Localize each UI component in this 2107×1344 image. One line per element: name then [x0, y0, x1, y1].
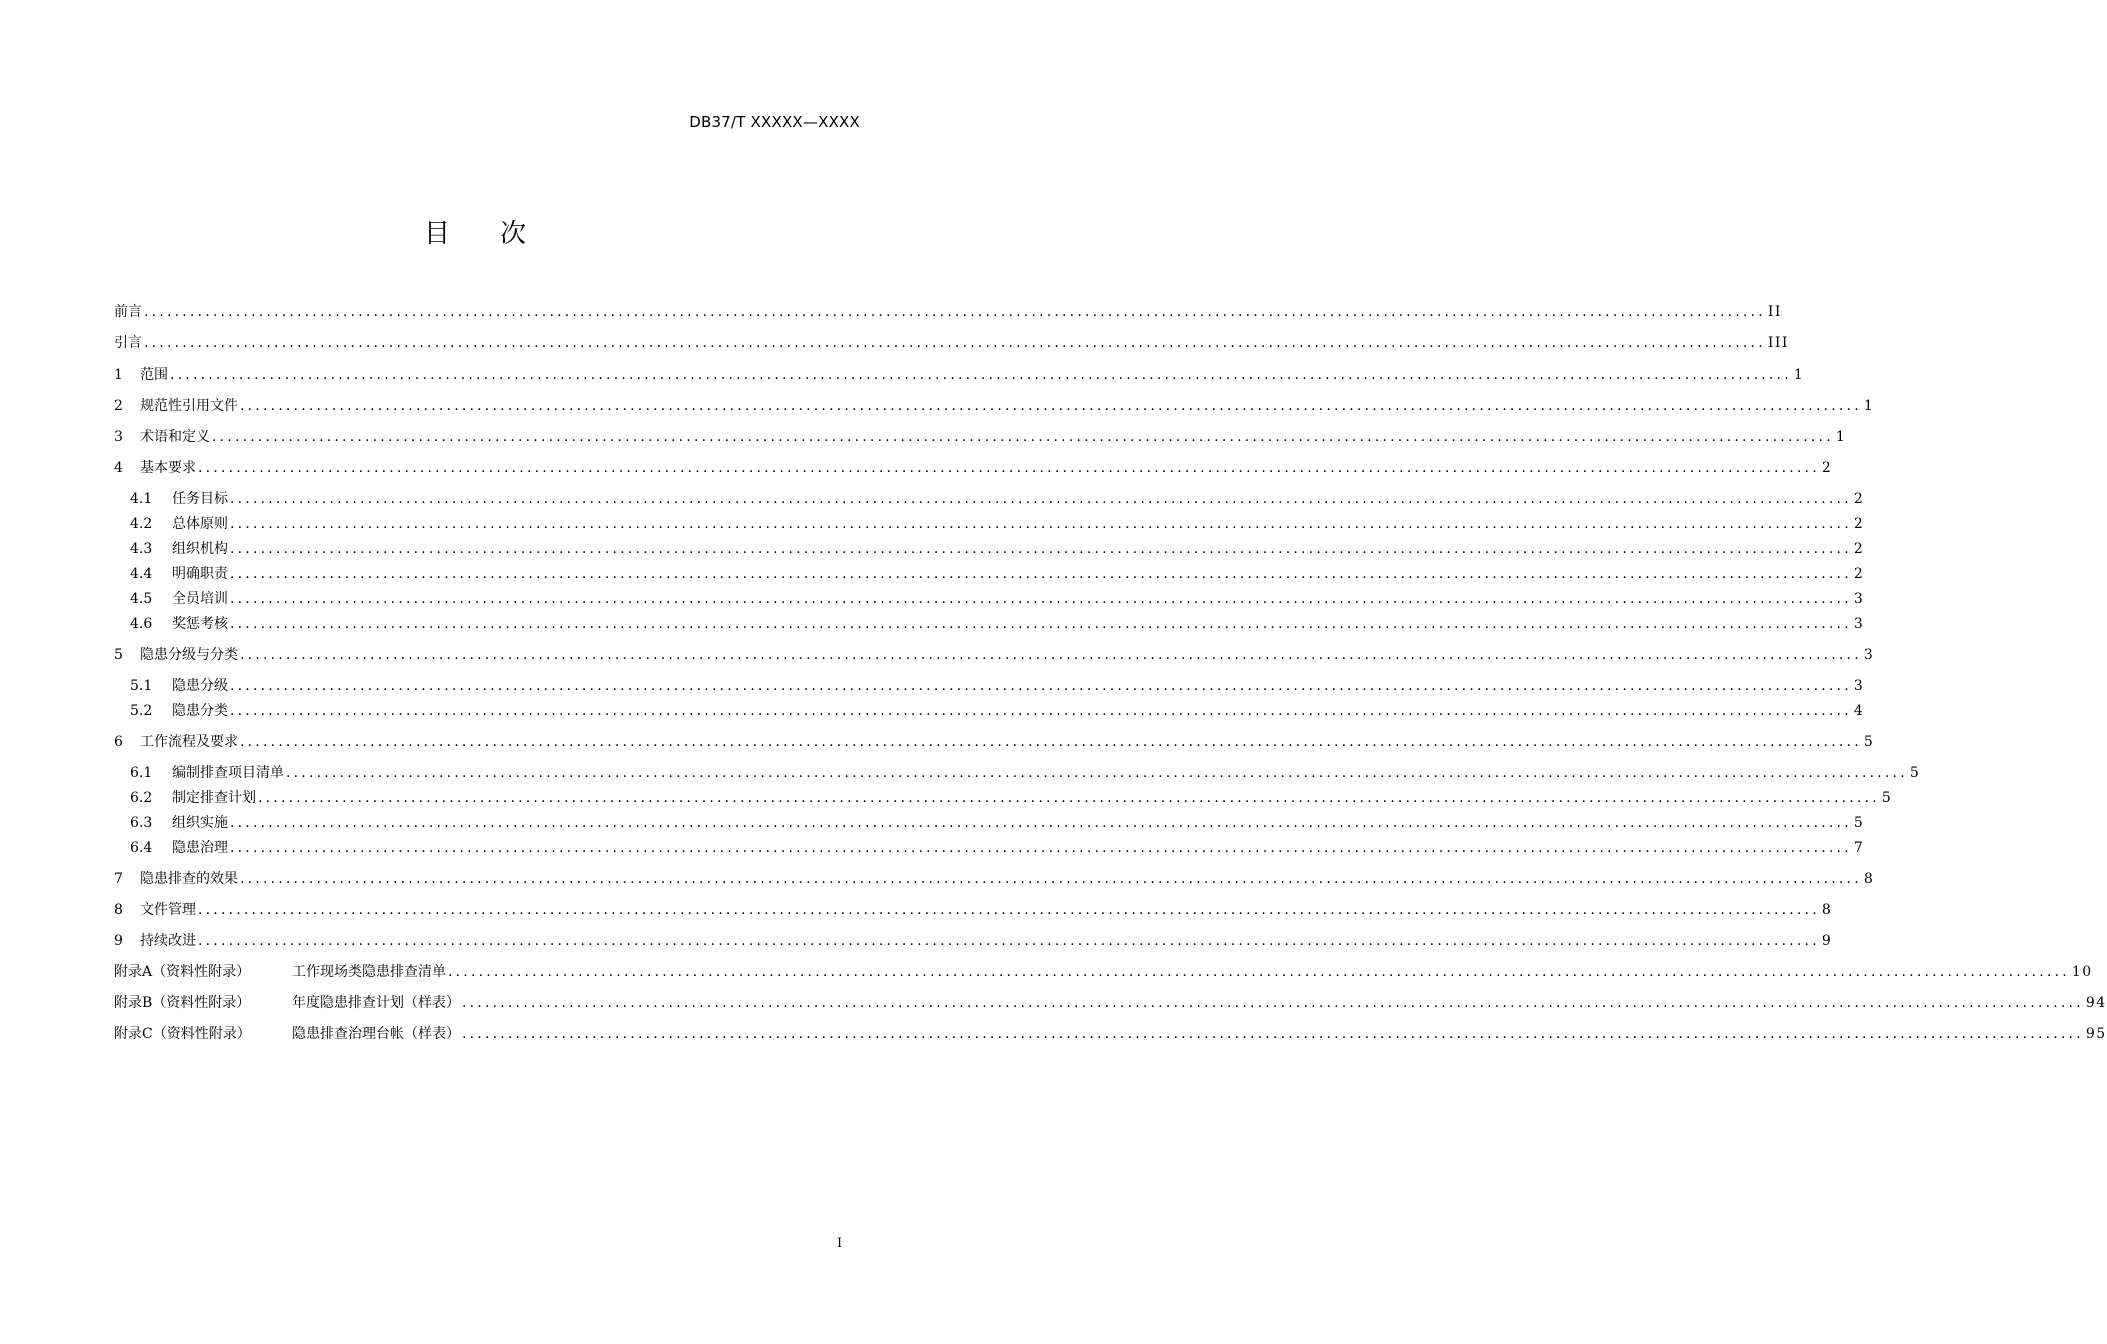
toc-entry-introduction[interactable]: [114, 333, 1789, 353]
toc-entry-page: 3: [1853, 616, 1865, 632]
toc-entry-page: 9: [1821, 933, 1833, 949]
toc-entry-annex-prefix: 附录B（资料性附录）: [114, 995, 251, 1011]
toc-entry-page: 5: [1909, 765, 1921, 781]
toc-entry-title: 隐患治理: [172, 840, 228, 856]
toc-entry-number: 6.3: [130, 815, 153, 831]
toc-entry-page: 2: [1821, 460, 1833, 476]
toc-entry-section-6-4[interactable]: [130, 838, 1865, 858]
toc-entry-number: 4: [114, 460, 123, 476]
toc-entry-section-6[interactable]: [114, 732, 1875, 752]
toc-entry-annex-b[interactable]: [114, 993, 2107, 1013]
toc-entry-section-7[interactable]: [114, 869, 1875, 889]
toc-leader-dots: ....................................................................................................................................................................................................................: [230, 703, 1852, 719]
toc-leader-dots: ....................................................................................................................................................................................................................: [212, 429, 1834, 445]
toc-entry-number: 2: [114, 398, 123, 414]
toc-entry-page: 1: [1863, 398, 1875, 414]
toc-leader-dots: ....................................................................................................................................................................................................................: [462, 1026, 2084, 1042]
toc-entry-title: 前言: [114, 304, 142, 320]
toc-entry-title: 引言: [114, 335, 142, 351]
toc-leader-dots: ....................................................................................................................................................................................................................: [144, 304, 1766, 320]
toc-heading-second-char: 次: [500, 219, 527, 249]
toc-entry-number: 8: [114, 902, 123, 918]
toc-entry-page: 10: [2071, 964, 2093, 980]
toc-entry-page: 5: [1881, 790, 1893, 806]
toc-entry-annex-a[interactable]: [114, 962, 2093, 982]
toc-entry-number: 5.2: [130, 703, 153, 719]
toc-entry-number: 7: [114, 871, 123, 887]
toc-leader-dots: ....................................................................................................................................................................................................................: [230, 566, 1852, 582]
toc-entry-annex-prefix: 附录A（资料性附录）: [114, 964, 251, 980]
toc-entry-number: 6: [114, 734, 123, 750]
toc-entry-page: 8: [1863, 871, 1875, 887]
toc-leader-dots: ....................................................................................................................................................................................................................: [198, 460, 1820, 476]
toc-entry-page: 2: [1853, 541, 1865, 557]
toc-entry-title: 年度隐患排查计划（样表）: [292, 995, 460, 1011]
toc-entry-title: 制定排查计划: [172, 790, 256, 806]
toc-entry-section-5-1[interactable]: [130, 676, 1865, 696]
toc-entry-foreword[interactable]: [114, 302, 1782, 322]
toc-entry-section-4-4[interactable]: [130, 564, 1865, 584]
toc-entry-title: 组织实施: [172, 815, 228, 831]
toc-entry-number: 4.6: [130, 616, 153, 632]
toc-entry-title: 规范性引用文件: [140, 398, 238, 414]
toc-leader-dots: ....................................................................................................................................................................................................................: [230, 840, 1852, 856]
toc-heading-first-char: 目: [423, 219, 450, 249]
toc-entry-title: 范围: [140, 367, 168, 383]
toc-entry-section-6-1[interactable]: [130, 763, 1921, 783]
toc-entry-section-6-2[interactable]: [130, 788, 1893, 808]
toc-leader-dots: ....................................................................................................................................................................................................................: [198, 933, 1820, 949]
toc-entry-annex-c[interactable]: [114, 1024, 2107, 1044]
toc-leader-dots: ....................................................................................................................................................................................................................: [230, 516, 1852, 532]
toc-leader-dots: ....................................................................................................................................................................................................................: [230, 815, 1852, 831]
toc-entry-page: III: [1767, 335, 1789, 351]
toc-entry-title: 组织机构: [172, 541, 228, 557]
toc-entry-title: 文件管理: [140, 902, 196, 918]
page-number: I: [837, 1236, 843, 1251]
toc-entry-section-4[interactable]: [114, 458, 1833, 478]
toc-leader-dots: ....................................................................................................................................................................................................................: [230, 491, 1852, 507]
document-code: DB37/T XXXXX—XXXX: [689, 113, 860, 131]
toc-leader-dots: ....................................................................................................................................................................................................................: [240, 734, 1862, 750]
toc-entry-title: 奖惩考核: [172, 616, 228, 632]
toc-entry-number: 6.1: [130, 765, 153, 781]
toc-entry-number: 5.1: [130, 678, 153, 694]
toc-entry-section-5[interactable]: [114, 645, 1875, 665]
toc-leader-dots: ....................................................................................................................................................................................................................: [462, 995, 2084, 1011]
toc-entry-title: 隐患排查的效果: [140, 871, 238, 887]
toc-entry-number: 1: [114, 367, 123, 383]
toc-entry-page: 7: [1853, 840, 1865, 856]
toc-entry-page: 3: [1863, 647, 1875, 663]
toc-leader-dots: ....................................................................................................................................................................................................................: [448, 964, 2070, 980]
toc-entry-title: 总体原则: [172, 516, 228, 532]
toc-leader-dots: ....................................................................................................................................................................................................................: [230, 616, 1852, 632]
toc-leader-dots: ....................................................................................................................................................................................................................: [240, 647, 1862, 663]
toc-leader-dots: ....................................................................................................................................................................................................................: [286, 765, 1908, 781]
toc-entry-title: 工作现场类隐患排查清单: [292, 964, 446, 980]
toc-entry-title: 隐患分级与分类: [140, 647, 238, 663]
toc-entry-title: 编制排查项目清单: [172, 765, 284, 781]
toc-entry-section-3[interactable]: [114, 427, 1847, 447]
toc-entry-annex-prefix: 附录C（资料性附录）: [114, 1026, 251, 1042]
toc-entry-page: 95: [2085, 1026, 2107, 1042]
toc-entry-title: 任务目标: [172, 491, 228, 507]
toc-entry-number: 4.2: [130, 516, 153, 532]
toc-entry-section-4-5[interactable]: [130, 589, 1865, 609]
toc-entry-section-9[interactable]: [114, 931, 1833, 951]
toc-entry-title: 隐患分类: [172, 703, 228, 719]
toc-entry-number: 6.2: [130, 790, 153, 806]
toc-leader-dots: ....................................................................................................................................................................................................................: [230, 678, 1852, 694]
toc-entry-number: 5: [114, 647, 123, 663]
toc-entry-page: 1: [1793, 367, 1805, 383]
toc-entry-page: 2: [1853, 516, 1865, 532]
toc-entry-page: 5: [1853, 815, 1865, 831]
toc-entry-page: 1: [1835, 429, 1847, 445]
toc-entry-page: 8: [1821, 902, 1833, 918]
toc-entry-title: 持续改进: [140, 933, 196, 949]
toc-entry-page: 3: [1853, 678, 1865, 694]
toc-entry-page: 3: [1853, 591, 1865, 607]
toc-leader-dots: ....................................................................................................................................................................................................................: [230, 541, 1852, 557]
toc-entry-page: 5: [1863, 734, 1875, 750]
toc-entry-page: 94: [2085, 995, 2107, 1011]
toc-entry-number: 9: [114, 933, 123, 949]
toc-entry-number: 4.4: [130, 566, 153, 582]
toc-entry-title: 工作流程及要求: [140, 734, 238, 750]
toc-entry-section-4-6[interactable]: [130, 614, 1865, 634]
toc-entry-title: 全员培训: [172, 591, 228, 607]
toc-entry-section-2[interactable]: [114, 396, 1875, 416]
toc-entry-title: 隐患分级: [172, 678, 228, 694]
toc-leader-dots: ....................................................................................................................................................................................................................: [170, 367, 1792, 383]
toc-leader-dots: ....................................................................................................................................................................................................................: [144, 335, 1766, 351]
toc-entry-number: 3: [114, 429, 123, 445]
toc-leader-dots: ....................................................................................................................................................................................................................: [198, 902, 1820, 918]
toc-entry-title: 基本要求: [140, 460, 196, 476]
toc-leader-dots: ....................................................................................................................................................................................................................: [240, 398, 1862, 414]
toc-entry-page: 2: [1853, 491, 1865, 507]
toc-entry-page: II: [1767, 304, 1782, 320]
toc-entry-section-6-3[interactable]: [130, 813, 1865, 833]
toc-leader-dots: ....................................................................................................................................................................................................................: [230, 591, 1852, 607]
toc-heading: [0, 213, 950, 250]
toc-entry-page: 4: [1853, 703, 1865, 719]
toc-entry-section-4-2[interactable]: [130, 514, 1865, 534]
toc-leader-dots: ....................................................................................................................................................................................................................: [240, 871, 1862, 887]
toc-entry-title: 隐患排查治理台帐（样表）: [292, 1026, 460, 1042]
toc-entry-page: 2: [1853, 566, 1865, 582]
toc-entry-section-1[interactable]: [114, 365, 1805, 385]
toc-entry-section-4-1[interactable]: [130, 489, 1865, 509]
toc-entry-section-5-2[interactable]: [130, 701, 1865, 721]
toc-entry-number: 4.3: [130, 541, 153, 557]
toc-entry-title: 术语和定义: [140, 429, 210, 445]
toc-entry-title: 明确职责: [172, 566, 228, 582]
toc-leader-dots: ....................................................................................................................................................................................................................: [258, 790, 1880, 806]
toc-entry-number: 6.4: [130, 840, 153, 856]
toc-entry-number: 4.5: [130, 591, 153, 607]
toc-entry-number: 4.1: [130, 491, 153, 507]
toc-entry-section-4-3[interactable]: [130, 539, 1865, 559]
toc-entry-section-8[interactable]: [114, 900, 1833, 920]
